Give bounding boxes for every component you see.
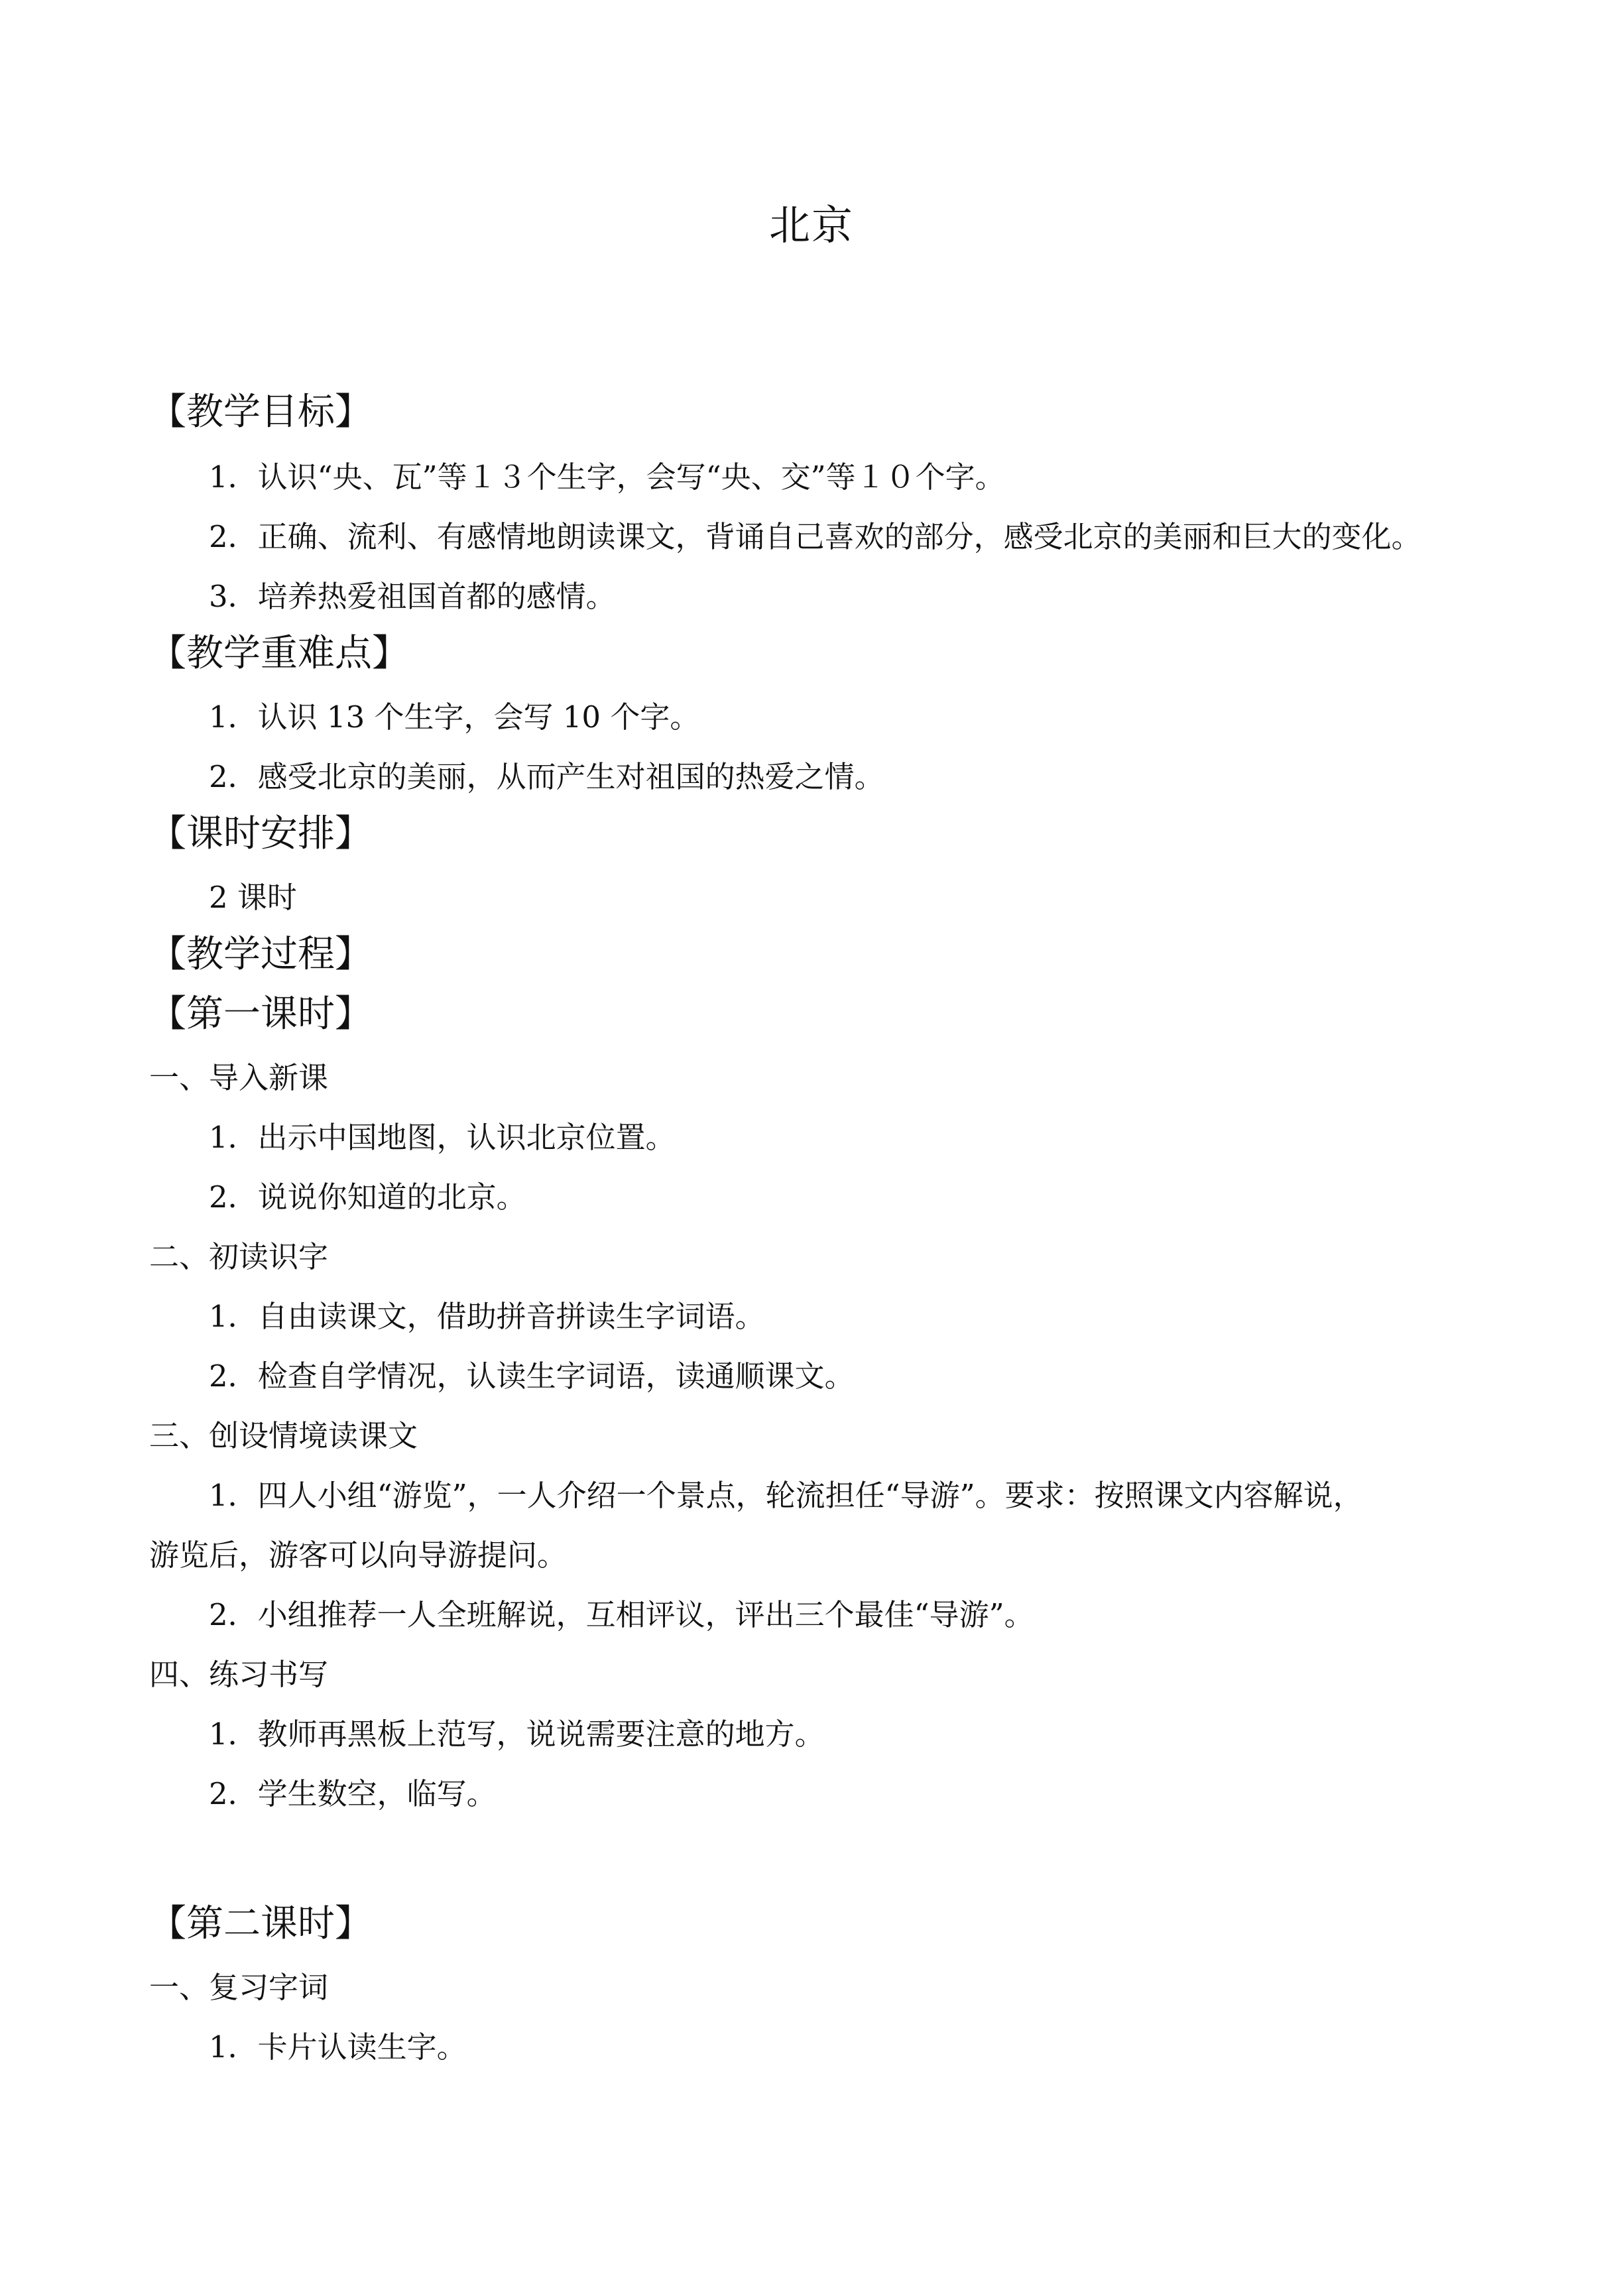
page-title: 北京	[768, 201, 854, 249]
section-first-reading: 二、初读识字	[149, 1239, 329, 1274]
goal-item-3: 3．培养热爱祖国首都的感情。	[209, 579, 616, 614]
heading-schedule: 【课时安排】	[149, 812, 372, 855]
heading-key-difficulties: 【教学重难点】	[149, 632, 409, 675]
review-item-1: 1．卡片认读生字。	[209, 2029, 467, 2065]
difficulty-item-1: 1．认识 13 个生字，会写 10 个字。	[209, 699, 700, 735]
scenario-item-2: 2．小组推荐一人全班解说，互相评议，评出三个最佳“导游”。	[209, 1597, 1034, 1632]
section-scenario-reading: 三、创设情境读课文	[149, 1418, 418, 1453]
scenario-item-1: 1．四人小组“游览”，一人介绍一个景点，轮流担任“导游”。要求：按照课文内容解说，	[209, 1478, 1363, 1513]
goal-item-1: 1．认识“央、瓦”等１３个生字，会写“央、交”等１０个字。	[209, 459, 1005, 495]
heading-second-lesson: 【第二课时】	[149, 1902, 372, 1945]
heading-teaching-process: 【教学过程】	[149, 933, 372, 976]
writing-item-1: 1．教师再黑板上范写，说说需要注意的地方。	[209, 1717, 825, 1752]
reading-item-1: 1．自由读课文，借助拼音拼读生字词语。	[209, 1299, 765, 1334]
section-intro: 一、导入新课	[149, 1060, 329, 1095]
reading-item-2: 2．检查自学情况，认读生字词语，读通顺课文。	[209, 1359, 855, 1394]
intro-item-2: 2．说说你知道的北京。	[209, 1179, 526, 1215]
goal-item-2: 2．正确、流利、有感情地朗读课文，背诵自己喜欢的部分，感受北京的美丽和巨大的变化。	[209, 519, 1421, 554]
difficulty-item-2: 2．感受北京的美丽，从而产生对祖国的热爱之情。	[209, 759, 884, 794]
section-writing-practice: 四、练习书写	[149, 1657, 329, 1692]
heading-teaching-goals: 【教学目标】	[149, 391, 372, 434]
scenario-item-1-continued: 游览后，游客可以向导游提问。	[149, 1538, 568, 1573]
section-review-words: 一、复习字词	[149, 1970, 329, 2005]
intro-item-1: 1．出示中国地图，认识北京位置。	[209, 1120, 676, 1155]
schedule-value: 2 课时	[209, 880, 297, 915]
writing-item-2: 2．学生数空，临写。	[209, 1776, 497, 1811]
heading-first-lesson: 【第一课时】	[149, 993, 372, 1036]
